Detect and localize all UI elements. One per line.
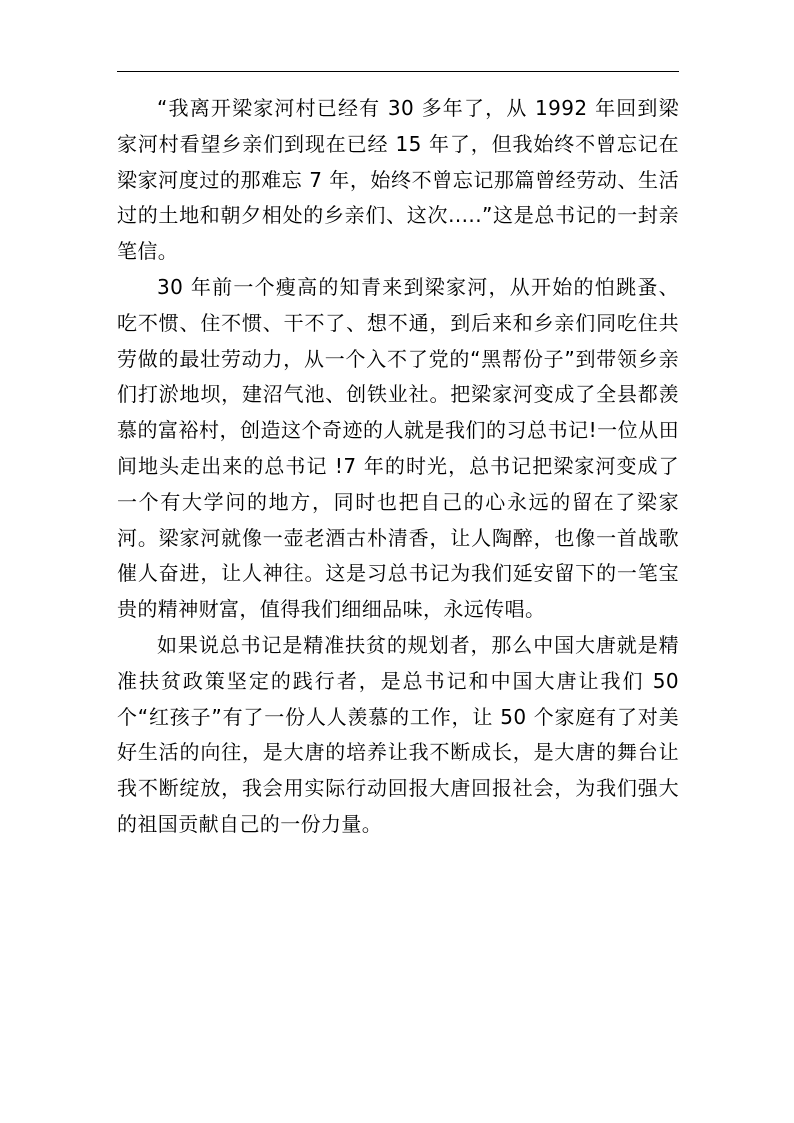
document-body [117, 91, 679, 843]
paragraph-1: “我离开梁家河村已经有 30 多年了，从 1992 年回到梁家河村看望乡亲们到现在已经 15 年了，但我始终不曾忘记在梁家河度过的那难忘 7 年，始终不曾忘记那篇曾经劳动、生活过的土地和朝夕相处的乡亲们、这次.....”这是总书记的一封亲笔信。 [117, 96, 679, 264]
paragraph-3: 如果说总书记是精准扶贫的规划者，那么中国大唐就是精准扶贫政策坚定的践行者，是总书记和中国大唐让我们 50 个“红孩子”有了一份人人羡慕的工作，让 50 个家庭有了对美好生活的向往，是大唐的培养让我不断成长，是大唐的舞台让我不断绽放，我会用实际行动回报大唐回报社会，为我们强大的祖国贡献自己的一份力量。 [117, 632, 679, 836]
paragraph-2: 30 年前一个瘦高的知青来到梁家河，从开始的怕跳蚤、吃不惯、住不惯、干不了、想不通，到后来和乡亲们同吃住共劳做的最壮劳动力，从一个入不了党的“黑帮份子”到带领乡亲们打淤地坝，建沼气池、创铁业社。把梁家河变成了全县都羡慕的富裕村，创造这个奇迹的人就是我们的习总书记!一位从田间地头走出来的总书记 !7 年的时光，总书记把梁家河变成了一个有大学问的地方，同时也把自己的心永远的留在了梁家河。梁家河就像一壶老酒古朴清香，让人陶醉，也像一首战歌催人奋进，让人神往。这是习总书记为我们延安留下的一笔宝贵的精神财富，值得我们细细品味，永远传唱。 [117, 274, 679, 622]
header-rule [117, 71, 679, 72]
